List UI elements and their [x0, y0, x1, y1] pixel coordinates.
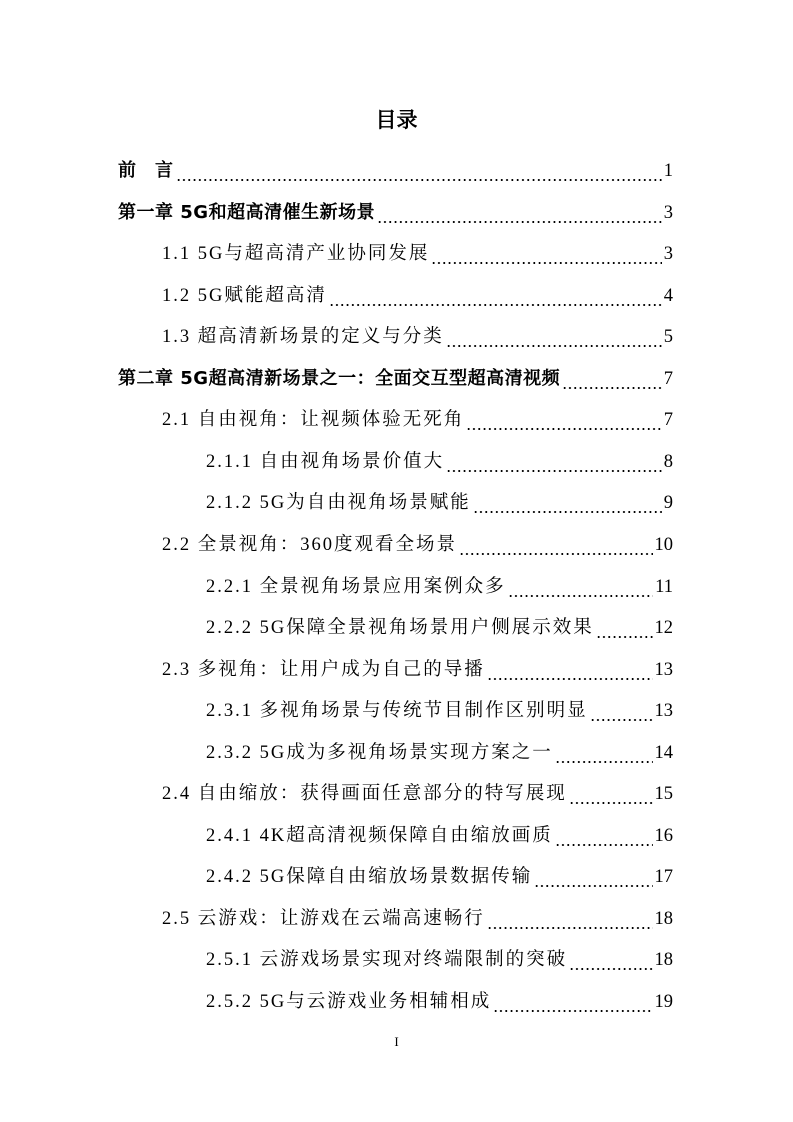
toc-entry-label: 1.3 超高清新场景的定义与分类 — [162, 327, 444, 348]
toc-entry[interactable] — [206, 681, 673, 723]
toc-entry-label: 2.5.2 5G与云游戏业务相辅相成 — [206, 992, 492, 1012]
toc-entry-page: 11 — [655, 576, 673, 597]
toc-entry-page: 7 — [663, 368, 673, 389]
toc-entry-label: 2.4.1 4K超高清视频保障自由缩放画质 — [206, 825, 553, 846]
toc-entry-page: 4 — [663, 285, 673, 306]
toc-entry[interactable] — [162, 640, 673, 682]
toc-entry-page: 13 — [654, 701, 673, 722]
toc-entry[interactable] — [162, 266, 673, 308]
dot-leader — [377, 201, 662, 225]
page-number-footer: I — [394, 1034, 399, 1049]
dot-leader — [459, 533, 652, 557]
toc-entry[interactable] — [206, 847, 673, 889]
dot-leader — [466, 408, 661, 432]
toc-entry-label: 2.3.2 5G成为多视角场景实现方案之一 — [206, 742, 553, 763]
toc-entry[interactable] — [162, 224, 673, 266]
toc-entry[interactable] — [162, 307, 673, 349]
toc-entry[interactable] — [118, 141, 673, 183]
toc-entry-page: 16 — [654, 825, 673, 846]
dot-leader — [487, 907, 653, 931]
toc-title: 目录 — [375, 108, 418, 132]
toc-entry-page: 7 — [663, 410, 673, 431]
toc-entry-page: 18 — [654, 908, 673, 929]
toc-entry-label: 2.4 自由缩放：获得画面任意部分的特写展现 — [162, 784, 567, 805]
toc-entry-page: 14 — [654, 742, 673, 763]
toc-entry-label: 第一章 5G和超高清催生新场景 — [118, 201, 376, 223]
toc-entry[interactable] — [162, 390, 673, 432]
toc-entry[interactable] — [206, 723, 673, 765]
dot-leader — [569, 782, 653, 806]
toc-entry-label: 2.1.2 5G为自由视角场景赋能 — [206, 493, 471, 514]
toc-entry-label: 前 言 — [118, 160, 174, 181]
dot-leader — [555, 741, 653, 765]
dot-leader — [555, 824, 653, 848]
toc-entry-label: 2.1 自由视角：让视频体验无死角 — [162, 410, 465, 431]
dot-leader — [446, 450, 662, 474]
toc-entry[interactable] — [206, 473, 673, 515]
toc-entry[interactable] — [206, 557, 673, 599]
toc-entry-label: 2.5 云游戏：让游戏在云端高速畅行 — [162, 908, 485, 929]
toc-entry-label: 2.4.2 5G保障自由缩放场景数据传输 — [206, 867, 533, 888]
toc-entry[interactable] — [206, 432, 673, 474]
toc-entry-page: 3 — [663, 202, 673, 223]
toc-entry-label: 2.2.2 5G保障全景视角场景用户侧展示效果 — [206, 618, 594, 639]
dot-leader — [590, 699, 653, 723]
toc-entry-page: 15 — [654, 784, 673, 805]
dot-leader — [329, 284, 662, 308]
toc-entry-label: 2.3.1 多视角场景与传统节目制作区别明显 — [206, 701, 588, 722]
toc-entry-page: 9 — [663, 493, 673, 514]
dot-leader — [446, 325, 662, 349]
toc-entry-page: 3 — [663, 244, 673, 265]
toc-entry-page: 5 — [663, 327, 673, 348]
dot-leader — [493, 990, 652, 1014]
toc-entry-page: 10 — [654, 534, 673, 555]
toc-entry-label: 1.2 5G赋能超高清 — [162, 285, 327, 306]
toc-entry[interactable] — [206, 930, 673, 972]
toc-entry-label: 2.2 全景视角：360度观看全场景 — [162, 534, 458, 555]
dot-leader — [569, 948, 652, 972]
toc-entry[interactable] — [206, 598, 673, 640]
toc-entry[interactable] — [162, 515, 673, 557]
toc-entry-page: 13 — [654, 659, 673, 680]
dot-leader — [473, 491, 662, 515]
toc-entry[interactable] — [206, 972, 673, 1014]
dot-leader — [562, 367, 662, 391]
toc-entry-label: 第二章 5G超高清新场景之一：全面交互型超高清视频 — [118, 367, 561, 389]
toc-entry[interactable] — [118, 183, 673, 225]
toc-entry-label: 2.5.1 云游戏场景实现对终端限制的突破 — [206, 950, 568, 971]
toc-entry-page: 12 — [654, 618, 673, 639]
dot-leader — [534, 865, 652, 889]
dot-leader — [176, 159, 662, 183]
toc-entry[interactable] — [162, 889, 673, 931]
toc-entry-page: 1 — [663, 161, 673, 181]
toc-entry-label: 1.1 5G与超高清产业协同发展 — [162, 244, 430, 265]
toc-entry[interactable] — [118, 349, 673, 391]
toc-entry[interactable] — [206, 806, 673, 848]
toc-entry-page: 17 — [654, 867, 673, 888]
toc-entry-label: 2.1.1 自由视角场景价值大 — [206, 451, 445, 472]
toc-entry-page: 18 — [654, 950, 673, 971]
toc-entry-page: 8 — [663, 451, 673, 472]
dot-leader — [487, 658, 653, 682]
dot-leader — [508, 575, 654, 599]
dot-leader — [596, 616, 653, 640]
toc-entry-label: 2.2.1 全景视角场景应用案例众多 — [206, 576, 506, 597]
toc-entry-label: 2.3 多视角：让用户成为自己的导播 — [162, 659, 485, 680]
toc-entry-page: 19 — [654, 992, 673, 1012]
dot-leader — [431, 242, 661, 266]
toc-entry[interactable] — [162, 764, 673, 806]
